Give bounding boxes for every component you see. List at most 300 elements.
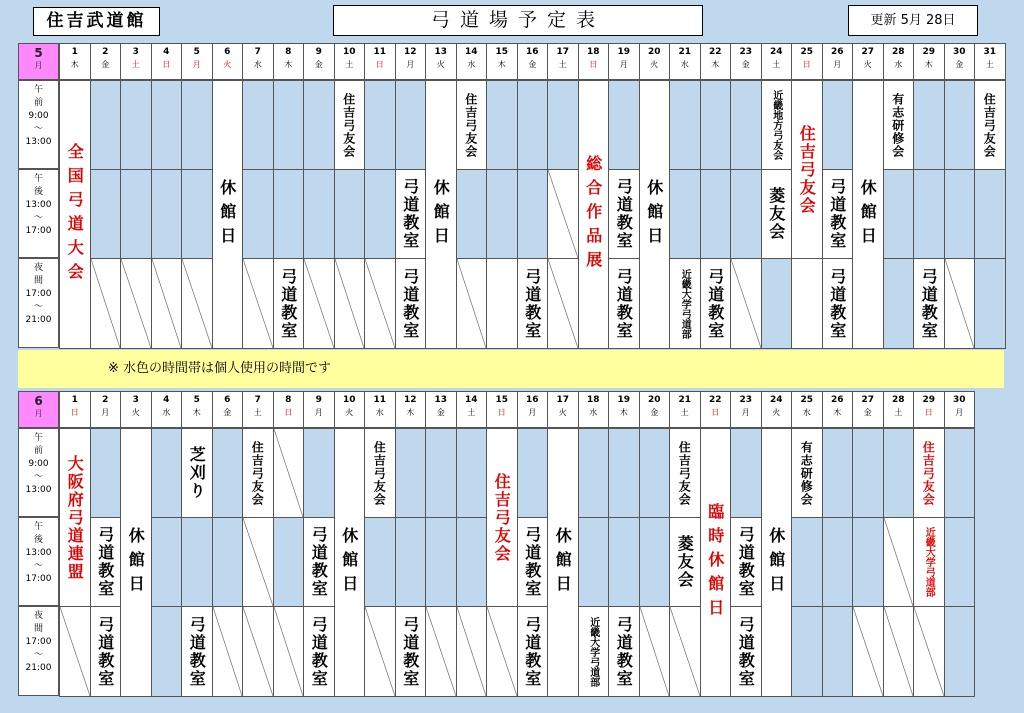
schedule-cell <box>486 606 518 697</box>
day-number: 21 <box>678 395 692 405</box>
event-entry <box>761 169 793 259</box>
day-header <box>486 391 518 428</box>
schedule-cell <box>730 169 762 259</box>
day-header <box>181 391 213 428</box>
event-label: 住吉弓友会 <box>921 440 936 506</box>
schedule-cell <box>822 517 854 607</box>
event-label: 住吉弓友会 <box>372 440 387 506</box>
schedule-cell <box>700 169 732 259</box>
updated-date: 更新 5月 28日 <box>848 5 978 36</box>
event-label: 住吉弓友会 <box>492 472 512 563</box>
day-number: 11 <box>373 47 387 57</box>
event-label: 大阪府弓道連盟 <box>65 454 85 581</box>
schedule-cell <box>883 517 915 607</box>
event-entry <box>334 80 366 170</box>
schedule-cell <box>578 517 610 607</box>
day-header <box>944 43 976 80</box>
schedule-cell <box>974 258 1006 349</box>
schedule-cell <box>303 428 335 518</box>
event-entry <box>730 606 762 697</box>
month-label: 月 <box>34 409 43 418</box>
event-label: 住吉弓友会 <box>341 92 356 158</box>
day-header <box>669 43 701 80</box>
day-header <box>852 43 884 80</box>
schedule-cell <box>303 258 335 349</box>
day-header <box>730 391 762 428</box>
event-entry <box>700 258 732 349</box>
day-header <box>334 391 366 428</box>
schedule-cell <box>273 517 305 607</box>
weekday-label: 火 <box>772 408 781 417</box>
schedule-cell <box>181 517 213 607</box>
event-label: 弓道教室 <box>614 615 634 688</box>
schedule-cell <box>364 258 396 349</box>
day-number: 12 <box>403 395 417 405</box>
event-label: 弓道教室 <box>919 267 939 340</box>
event-label: 弓道教室 <box>400 267 420 340</box>
event-entry <box>913 258 945 349</box>
event-entry <box>425 80 457 349</box>
day-header <box>303 43 335 80</box>
event-label: 近畿大学弓道部 <box>587 616 599 687</box>
event-entry <box>395 169 427 259</box>
event-entry <box>90 517 122 607</box>
day-number: 16 <box>525 47 539 57</box>
day-header <box>273 391 305 428</box>
schedule-cell <box>883 428 915 518</box>
event-label: 弓道教室 <box>736 526 756 598</box>
day-number: 9 <box>315 47 322 57</box>
weekday-label: 土 <box>345 60 354 69</box>
day-header <box>517 43 549 80</box>
time-slot-label-pm: 午 後 13:00 ～ 17:00 <box>18 517 59 606</box>
schedule-cell <box>517 80 549 170</box>
day-header <box>669 391 701 428</box>
weekday-label: 金 <box>314 60 323 69</box>
schedule-cell <box>334 258 366 349</box>
weekday-label: 日 <box>70 408 79 417</box>
day-header <box>852 391 884 428</box>
event-entry <box>547 428 579 697</box>
schedule-cell <box>791 517 823 607</box>
event-label: 弓道教室 <box>95 615 115 688</box>
schedule-cell <box>395 517 427 607</box>
day-number: 31 <box>983 47 997 57</box>
weekday-label: 金 <box>863 408 872 417</box>
schedule-cell <box>517 169 549 259</box>
schedule-cell <box>791 258 823 349</box>
event-label: 有志研修会 <box>890 92 905 158</box>
day-number: 27 <box>861 395 875 405</box>
day-header <box>486 43 518 80</box>
event-label: 近畿大学弓道部 <box>923 527 935 597</box>
event-label: 全国弓道大会 <box>65 142 85 287</box>
day-number: 2 <box>102 395 109 405</box>
day-header <box>90 391 122 428</box>
schedule-cell <box>59 606 91 697</box>
schedule-cell <box>90 169 122 259</box>
weekday-label: 月 <box>406 60 415 69</box>
schedule-cell <box>791 606 823 697</box>
page-title: 弓道場予定表 <box>333 5 703 36</box>
schedule-cell <box>547 258 579 349</box>
event-label: 弓道教室 <box>522 267 542 340</box>
schedule-cell <box>700 80 732 170</box>
schedule-cell <box>212 428 244 518</box>
schedule-cell <box>151 169 183 259</box>
schedule-cell <box>852 606 884 697</box>
schedule-cell <box>273 428 305 518</box>
day-number: 17 <box>556 395 570 405</box>
day-header <box>639 391 671 428</box>
weekday-label: 水 <box>253 60 262 69</box>
day-number: 8 <box>285 395 292 405</box>
weekday-label: 火 <box>223 60 232 69</box>
event-entry <box>59 80 91 349</box>
time-slot-label-pm: 午 後 13:00 ～ 17:00 <box>18 169 59 258</box>
schedule-cell <box>181 80 213 170</box>
event-label: 弓道教室 <box>705 267 725 340</box>
day-number: 6 <box>224 47 231 57</box>
event-label: 休館日 <box>431 178 451 251</box>
event-label: 弓道教室 <box>827 267 847 340</box>
weekday-label: 日 <box>162 60 171 69</box>
day-header <box>151 43 183 80</box>
weekday-label: 月 <box>955 408 964 417</box>
event-entry <box>212 80 244 349</box>
event-entry <box>59 428 91 607</box>
time-slot-label-night: 夜 間 17:00 ～ 21:00 <box>18 258 59 348</box>
schedule-cell <box>517 428 549 518</box>
event-entry <box>608 258 640 349</box>
day-header <box>913 391 945 428</box>
schedule-cell <box>273 606 305 697</box>
day-number: 15 <box>495 395 509 405</box>
event-entry <box>608 169 640 259</box>
event-entry <box>761 80 793 170</box>
day-header <box>822 43 854 80</box>
event-entry <box>791 428 823 518</box>
day-header <box>700 391 732 428</box>
day-header <box>212 43 244 80</box>
day-header <box>364 43 396 80</box>
weekday-label: 日 <box>284 408 293 417</box>
day-number: 29 <box>922 395 936 405</box>
event-label: 菱友会 <box>675 535 695 589</box>
day-header <box>730 43 762 80</box>
event-label: 弓道教室 <box>309 526 329 598</box>
event-entry <box>517 606 549 697</box>
schedule-cell <box>242 258 274 349</box>
day-number: 5 <box>193 395 200 405</box>
day-number: 4 <box>163 395 170 405</box>
day-header <box>120 391 152 428</box>
day-header <box>791 43 823 80</box>
schedule-cell <box>120 80 152 170</box>
day-header <box>59 391 91 428</box>
day-number: 23 <box>739 47 753 57</box>
weekday-label: 金 <box>741 60 750 69</box>
day-header <box>547 43 579 80</box>
event-entry <box>578 80 610 349</box>
day-header <box>883 391 915 428</box>
weekday-label: 土 <box>772 60 781 69</box>
day-header <box>578 43 610 80</box>
day-header <box>59 43 91 80</box>
event-entry <box>395 258 427 349</box>
event-entry <box>761 428 793 697</box>
day-number: 1 <box>71 47 78 57</box>
schedule-cell <box>639 517 671 607</box>
weekday-label: 火 <box>863 60 872 69</box>
day-header <box>242 43 274 80</box>
day-number: 26 <box>830 47 844 57</box>
day-header <box>578 391 610 428</box>
day-header <box>364 391 396 428</box>
day-number: 13 <box>434 395 448 405</box>
event-entry <box>456 80 488 170</box>
weekday-label: 金 <box>650 408 659 417</box>
event-label: 弓道教室 <box>400 178 420 250</box>
event-label: 休館日 <box>766 526 786 599</box>
schedule-cell <box>212 517 244 607</box>
day-number: 5 <box>193 47 200 57</box>
event-entry <box>181 428 213 518</box>
day-number: 30 <box>952 47 966 57</box>
schedule-cell <box>852 517 884 607</box>
weekday-label: 水 <box>375 408 384 417</box>
day-number: 10 <box>342 395 356 405</box>
event-label: 弓道教室 <box>522 526 542 598</box>
weekday-label: 木 <box>833 408 842 417</box>
day-header <box>883 43 915 80</box>
schedule-cell <box>456 606 488 697</box>
day-number: 4 <box>163 47 170 57</box>
day-number: 7 <box>254 47 261 57</box>
weekday-label: 土 <box>985 60 994 69</box>
schedule-cell <box>669 80 701 170</box>
schedule-cell <box>242 80 274 170</box>
day-number: 19 <box>617 47 631 57</box>
weekday-label: 木 <box>406 408 415 417</box>
event-label: 住吉弓友会 <box>982 92 997 158</box>
day-header <box>974 43 1006 80</box>
weekday-label: 月 <box>833 60 842 69</box>
weekday-label: 月 <box>314 408 323 417</box>
schedule-cell <box>273 80 305 170</box>
weekday-label: 木 <box>711 60 720 69</box>
schedule-cell <box>395 80 427 170</box>
weekday-label: 火 <box>345 408 354 417</box>
day-header <box>456 43 488 80</box>
day-number: 14 <box>464 47 478 57</box>
weekday-label: 土 <box>467 408 476 417</box>
schedule-cell <box>151 606 183 697</box>
weekday-label: 土 <box>131 60 140 69</box>
schedule-cell <box>944 80 976 170</box>
day-header <box>547 391 579 428</box>
event-label: 弓道教室 <box>614 178 634 250</box>
schedule-cell <box>822 428 854 518</box>
day-number: 21 <box>678 47 692 57</box>
day-number: 3 <box>132 395 139 405</box>
schedule-cell <box>944 517 976 607</box>
schedule-cell <box>364 606 396 697</box>
day-header <box>456 391 488 428</box>
day-header <box>242 391 274 428</box>
schedule-cell <box>425 606 457 697</box>
weekday-label: 日 <box>497 408 506 417</box>
day-header <box>425 43 457 80</box>
event-entry <box>669 517 701 607</box>
day-header <box>395 391 427 428</box>
event-entry <box>181 606 213 697</box>
schedule-cell <box>151 517 183 607</box>
month-number: 5 月 <box>18 43 59 80</box>
schedule-cell <box>120 169 152 259</box>
weekday-label: 土 <box>253 408 262 417</box>
day-number: 20 <box>647 395 661 405</box>
day-header <box>425 391 457 428</box>
event-label: 休館日 <box>339 526 359 599</box>
weekday-label: 水 <box>467 60 476 69</box>
schedule-cell <box>486 80 518 170</box>
schedule-cell <box>730 80 762 170</box>
event-entry <box>273 258 305 349</box>
day-number: 6 <box>224 395 231 405</box>
schedule-cell <box>90 428 122 518</box>
weekday-label: 日 <box>924 408 933 417</box>
weekday-label: 水 <box>680 60 689 69</box>
weekday-label: 日 <box>589 60 598 69</box>
event-label: 弓道教室 <box>522 615 542 688</box>
day-header <box>212 391 244 428</box>
schedule-cell <box>608 80 640 170</box>
time-slot-label-night: 夜 間 17:00 ～ 21:00 <box>18 606 59 696</box>
day-number: 16 <box>525 395 539 405</box>
day-header <box>181 43 213 80</box>
day-number: 20 <box>647 47 661 57</box>
weekday-label: 金 <box>101 60 110 69</box>
event-entry <box>395 606 427 697</box>
day-number: 28 <box>891 395 905 405</box>
schedule-cell <box>303 169 335 259</box>
event-label: 住吉弓友会 <box>677 440 692 506</box>
event-entry <box>90 606 122 697</box>
event-entry <box>974 80 1006 170</box>
schedule-cell <box>608 428 640 518</box>
schedule-cell <box>669 606 701 697</box>
weekday-label: 月 <box>192 60 201 69</box>
schedule-cell <box>456 169 488 259</box>
event-label: 弓道教室 <box>187 615 207 688</box>
event-label: 弓道教室 <box>614 267 634 340</box>
event-entry <box>608 606 640 697</box>
schedule-cell <box>242 169 274 259</box>
day-header <box>303 391 335 428</box>
weekday-label: 水 <box>162 408 171 417</box>
event-label: 弓道教室 <box>400 615 420 688</box>
schedule-cell <box>334 169 366 259</box>
day-header <box>822 391 854 428</box>
day-number: 28 <box>891 47 905 57</box>
weekday-label: 火 <box>131 408 140 417</box>
schedule-cell <box>761 258 793 349</box>
day-number: 1 <box>71 395 78 405</box>
schedule-cell <box>181 169 213 259</box>
event-label: 弓道教室 <box>827 178 847 250</box>
event-entry <box>852 80 884 349</box>
event-entry <box>517 517 549 607</box>
weekday-label: 日 <box>375 60 384 69</box>
schedule-cell <box>730 258 762 349</box>
day-number: 26 <box>830 395 844 405</box>
event-entry <box>120 428 152 697</box>
day-header <box>791 391 823 428</box>
weekday-label: 月 <box>528 408 537 417</box>
schedule-cell <box>883 606 915 697</box>
day-number: 13 <box>434 47 448 57</box>
schedule-cell <box>547 80 579 170</box>
event-entry <box>486 428 518 607</box>
weekday-label: 木 <box>192 408 201 417</box>
schedule-cell <box>151 428 183 518</box>
event-entry <box>364 428 396 518</box>
time-slot-label-am: 午 前 9:00 ～ 13:00 <box>18 428 59 517</box>
event-label: 休館日 <box>217 178 237 251</box>
day-number: 9 <box>315 395 322 405</box>
schedule-cell <box>822 80 854 170</box>
schedule-cell <box>181 258 213 349</box>
day-header <box>913 43 945 80</box>
day-number: 2 <box>102 47 109 57</box>
schedule-cell <box>944 428 976 518</box>
event-entry <box>700 428 732 697</box>
event-label: 休館日 <box>126 526 146 599</box>
day-header <box>120 43 152 80</box>
schedule-cell <box>944 606 976 697</box>
day-number: 24 <box>769 47 783 57</box>
weekday-label: 火 <box>650 60 659 69</box>
event-label: 弓道教室 <box>278 267 298 340</box>
event-entry <box>669 258 701 349</box>
event-entry <box>242 428 274 518</box>
event-label: 総合作品展 <box>583 154 603 275</box>
day-number: 14 <box>464 395 478 405</box>
day-header <box>761 391 793 428</box>
weekday-label: 金 <box>955 60 964 69</box>
event-entry <box>822 169 854 259</box>
event-entry <box>639 80 671 349</box>
time-slot-label-am: 午 前 9:00 ～ 13:00 <box>18 80 59 169</box>
event-label: 近畿大学弓道部 <box>679 268 691 339</box>
schedule-cell <box>852 428 884 518</box>
schedule-cell <box>364 80 396 170</box>
schedule-cell <box>90 258 122 349</box>
event-label: 近畿地方弓友会 <box>770 90 782 160</box>
weekday-label: 木 <box>619 408 628 417</box>
weekday-label: 火 <box>436 60 445 69</box>
day-number: 23 <box>739 395 753 405</box>
day-header <box>608 43 640 80</box>
month-label: 月 <box>34 61 43 70</box>
schedule-cell <box>974 169 1006 259</box>
event-entry <box>913 428 945 518</box>
event-entry <box>578 606 610 697</box>
weekday-label: 木 <box>497 60 506 69</box>
day-header <box>761 43 793 80</box>
event-entry <box>791 80 823 259</box>
